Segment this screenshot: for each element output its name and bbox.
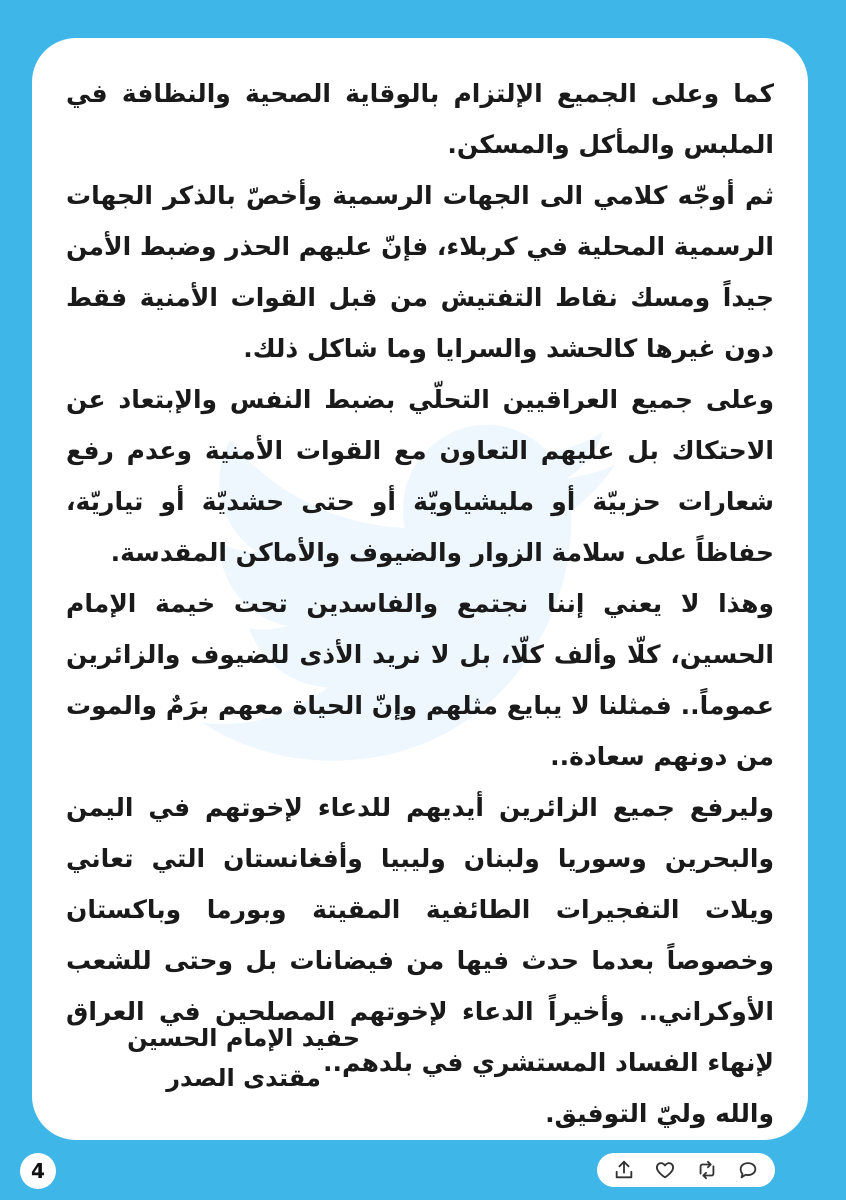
paragraph: وليرفع جميع الزائرين أيديهم للدعاء لإخوتهم في اليمن والبحرين وسوريا ولبنان وليبيا وأفغانستان التي تعاني ويلات التفجيرات الطائفية المقيتة وبورما وباكستان وخصوصاً بعدما حدث فيها من فيضانات بل وحتى للشعب الأوكراني.. وأخيراً الدعاء لإخوتهم المصلحين في العراق لإنهاء الفساد المستشري في بلدهم..	[66, 793, 774, 1077]
document-card	[32, 38, 808, 1140]
tweet-actions-bar	[597, 1153, 775, 1187]
paragraph-closing: والله وليّ التوفيق.	[545, 1099, 774, 1128]
signature-title: حفيد الإمام الحسين	[127, 1024, 360, 1052]
share-icon[interactable]	[611, 1157, 637, 1183]
signature-name: مقتدى الصدر	[166, 1064, 321, 1092]
paragraph: وهذا لا يعني إننا نجتمع والفاسدين تحت خيمة الإمام الحسين، كلّا وألف كلّا، بل لا نريد الأذى للضيوف والزائرين عموماً.. فمثلنا لا يبايع مثلهم وإنّ الحياة معهم برَمٌ والموت من دونهم سعادة..	[66, 589, 774, 771]
document-body	[66, 68, 774, 1139]
paragraph: وعلى جميع العراقيين التحلّي بضبط النفس والإبتعاد عن الاحتكاك بل عليهم التعاون مع القوات الأمنية وعدم رفع شعارات حزبيّة أو مليشياويّة أو حتى حشديّة أو تياريّة، حفاظاً على سلامة الزوار والضيوف والأماكن المقدسة.	[66, 385, 774, 567]
signature-block	[127, 1018, 360, 1098]
reply-icon[interactable]	[735, 1157, 761, 1183]
like-icon[interactable]	[652, 1157, 678, 1183]
paragraph: ثم أوجّه كلامي الى الجهات الرسمية وأخصّ بالذكر الجهات الرسمية المحلية في كربلاء، فإنّ عليهم الحذر وضبط الأمن جيداً ومسك نقاط التفتيش من قبل القوات الأمنية فقط دون غيرها كالحشد والسرايا وما شاكل ذلك.	[66, 181, 774, 363]
page-number: 4	[20, 1153, 56, 1189]
retweet-icon[interactable]	[694, 1157, 720, 1183]
paragraph: كما وعلى الجميع الإلتزام بالوقاية الصحية والنظافة في الملبس والمأكل والمسكن.	[66, 79, 774, 159]
